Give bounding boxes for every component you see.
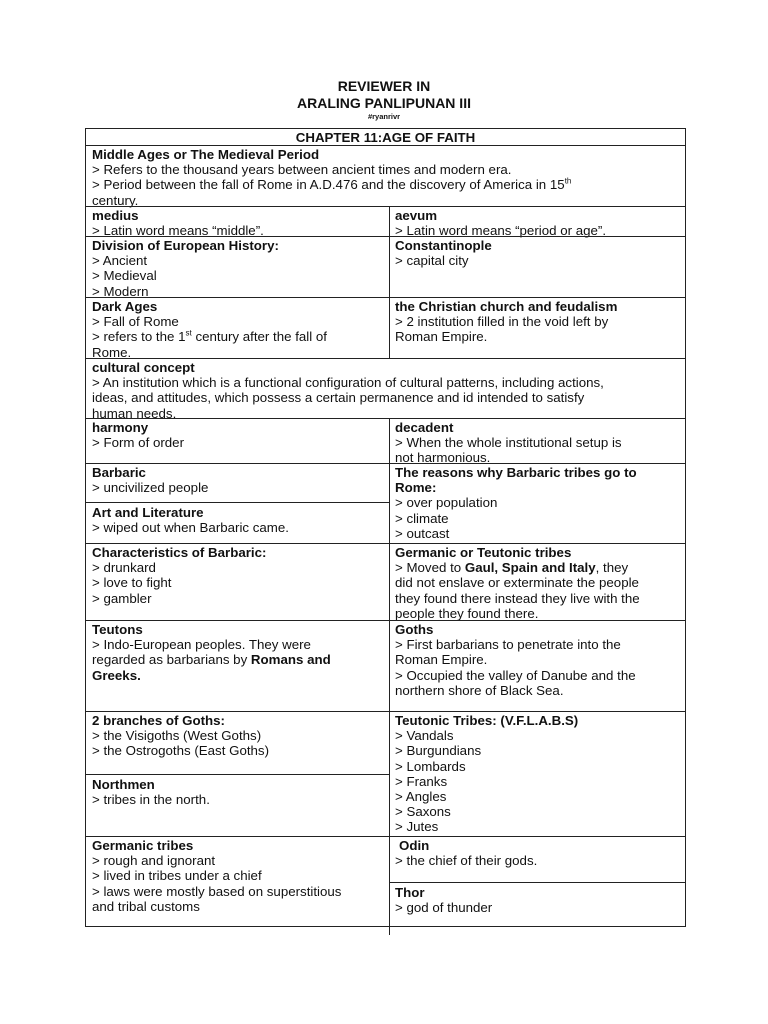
dark-ages-section — [86, 298, 389, 360]
list-item: > love to fight — [92, 575, 172, 591]
harmony-section — [86, 419, 389, 450]
list-item: > Lombards — [395, 758, 466, 774]
germanic-teutonic-line-4: people they found there. — [395, 605, 539, 621]
teutonic-tribes-heading: Teutonic Tribes: (V.F.L.A.B.S) — [395, 713, 579, 728]
thor-line-1: > god of thunder — [395, 900, 493, 916]
germanic-teutonic-section — [389, 544, 685, 621]
list-item: > Franks — [395, 773, 448, 789]
odin-section — [389, 837, 685, 868]
aevum-section — [389, 207, 685, 238]
art-heading: Art and Literature — [92, 505, 204, 520]
list-item: > Vandals — [395, 728, 454, 744]
dark-ages-line-3: Rome. — [92, 344, 132, 360]
barbaric-section — [86, 464, 389, 495]
goths-line-1: > First barbarians to penetrate into the — [395, 637, 621, 653]
thor-heading: Thor — [395, 885, 425, 900]
list-item: > laws were mostly based on superstitious — [92, 883, 342, 899]
reviewer-table — [85, 128, 686, 927]
teutons-line-3: Greeks. — [92, 667, 141, 683]
decadent-heading: decadent — [395, 420, 454, 435]
list-item: > drunkard — [92, 560, 156, 576]
decadent-line-2: not harmonious. — [395, 450, 491, 466]
decadent-line-1: > When the whole institutional setup is — [395, 435, 622, 451]
medius-section — [86, 207, 389, 238]
list-item: > the Ostrogoths (East Goths) — [92, 743, 270, 759]
odin-line-1: > the chief of their gods. — [395, 853, 538, 869]
list-item: and tribal customs — [92, 898, 200, 914]
branches-section — [86, 712, 389, 759]
author-tag: #ryanrivr — [367, 112, 401, 121]
goths-line-3: > Occupied the valley of Danube and the — [395, 667, 636, 683]
chapter-title: CHAPTER 11:AGE OF FAITH — [295, 130, 476, 145]
constantinople-line-1: > capital city — [395, 253, 469, 269]
art-literature-section — [86, 504, 389, 535]
harmony-heading: harmony — [92, 420, 149, 435]
germanic-heading: Germanic tribes — [92, 838, 194, 853]
middle-ages-line-1: > Refers to the thousand years between ancient times and modern era. — [92, 162, 512, 178]
list-item: > Angles — [395, 789, 447, 805]
church-section — [389, 298, 685, 345]
reasons-heading-2: Rome: — [395, 480, 437, 496]
list-item: > the Visigoths (West Goths) — [92, 728, 262, 744]
cultural-line-3: human needs. — [92, 405, 177, 421]
list-item: > gambler — [92, 590, 152, 606]
branches-heading: 2 branches of Goths: — [92, 713, 225, 728]
medius-heading: medius — [92, 208, 139, 223]
barbaric-line-1: > uncivilized people — [92, 480, 209, 496]
germanic-teutonic-line-2: did not enslave or exterminate the people — [395, 575, 639, 591]
list-item: > Medieval — [92, 268, 157, 284]
division-heading: Division of European History: — [92, 238, 279, 253]
teutons-line-2: regarded as barbarians by Romans and — [92, 652, 331, 668]
cultural-line-2: ideas, and attitudes, which possess a certain permanence and id intended to satisfy — [92, 390, 585, 406]
list-item: > Burgundians — [395, 743, 482, 759]
aevum-heading: aevum — [395, 208, 438, 223]
middle-ages-line-2: > Period between the fall of Rome in A.D.476 and the discovery of America in 15th — [92, 176, 572, 193]
dark-ages-heading: Dark Ages — [92, 299, 158, 314]
title-line-1: REVIEWER IN — [337, 78, 431, 94]
cultural-line-1: > An institution which is a functional configuration of cultural patterns, including actions, — [92, 375, 604, 391]
teutonic-tribes-section — [389, 712, 685, 835]
harmony-line-1: > Form of order — [92, 435, 185, 451]
cultural-heading: cultural concept — [92, 360, 195, 375]
list-item: > over population — [395, 495, 498, 511]
goths-line-4: northern shore of Black Sea. — [395, 682, 564, 698]
medius-line-1: > Latin word means “middle”. — [92, 223, 264, 239]
germanic-tribes-section — [86, 837, 389, 914]
church-line-1: > 2 institution filled in the void left by — [395, 314, 609, 330]
dark-ages-line-1: > Fall of Rome — [92, 314, 179, 330]
constantinople-heading: Constantinople — [395, 238, 492, 253]
goths-line-2: Roman Empire. — [395, 652, 488, 668]
title-line-2: ARALING PANLIPUNAN III — [297, 95, 471, 111]
list-item: > Ancient — [92, 253, 148, 269]
barbaric-heading: Barbaric — [92, 465, 146, 480]
church-heading: the Christian church and feudalism — [395, 299, 618, 314]
decadent-section — [389, 419, 685, 466]
art-line-1: > wiped out when Barbaric came. — [92, 520, 289, 536]
northmen-line-1: > tribes in the north. — [92, 792, 210, 808]
list-item: > lived in tribes under a chief — [92, 868, 262, 884]
dark-ages-line-2: > refers to the 1st century after the fall of — [92, 328, 328, 345]
teutons-line-1: > Indo-European peoples. They were — [92, 637, 311, 653]
goths-section — [389, 621, 685, 698]
division-section — [86, 237, 389, 299]
list-item: > Modern — [92, 283, 149, 299]
goths-heading: Goths — [395, 622, 434, 637]
document-header — [0, 78, 768, 121]
teutons-section — [86, 621, 389, 683]
list-item: > Saxons — [395, 804, 451, 820]
list-item: > outcast — [395, 525, 450, 541]
characteristics-heading: Characteristics of Barbaric: — [92, 545, 267, 560]
cell-separator — [389, 882, 685, 883]
middle-ages-line-3: century. — [92, 192, 139, 208]
reasons-heading-1: The reasons why Barbaric tribes go to — [395, 465, 637, 480]
aevum-line-1: > Latin word means “period or age”. — [395, 223, 607, 239]
church-line-2: Roman Empire. — [395, 329, 488, 345]
middle-ages-heading: Middle Ages or The Medieval Period — [92, 147, 320, 162]
reasons-section — [389, 464, 685, 541]
list-item: > Jutes — [395, 819, 439, 835]
list-item: > climate — [395, 510, 449, 526]
list-item: > rough and ignorant — [92, 853, 216, 869]
constantinople-section — [389, 237, 685, 268]
characteristics-section — [86, 544, 389, 606]
cultural-section — [86, 359, 685, 421]
thor-section — [389, 884, 685, 915]
teutons-heading: Teutons — [92, 622, 143, 637]
northmen-heading: Northmen — [92, 777, 155, 792]
germanic-teutonic-heading: Germanic or Teutonic tribes — [395, 545, 572, 560]
cell-separator — [86, 774, 389, 775]
northmen-section — [86, 776, 389, 807]
cell-separator — [86, 502, 389, 503]
middle-ages-section — [86, 146, 685, 208]
odin-heading: Odin — [399, 838, 430, 853]
germanic-teutonic-line-3: they found there instead they live with the — [395, 590, 640, 606]
germanic-teutonic-line-1: > Moved to Gaul, Spain and Italy, they — [395, 560, 629, 576]
